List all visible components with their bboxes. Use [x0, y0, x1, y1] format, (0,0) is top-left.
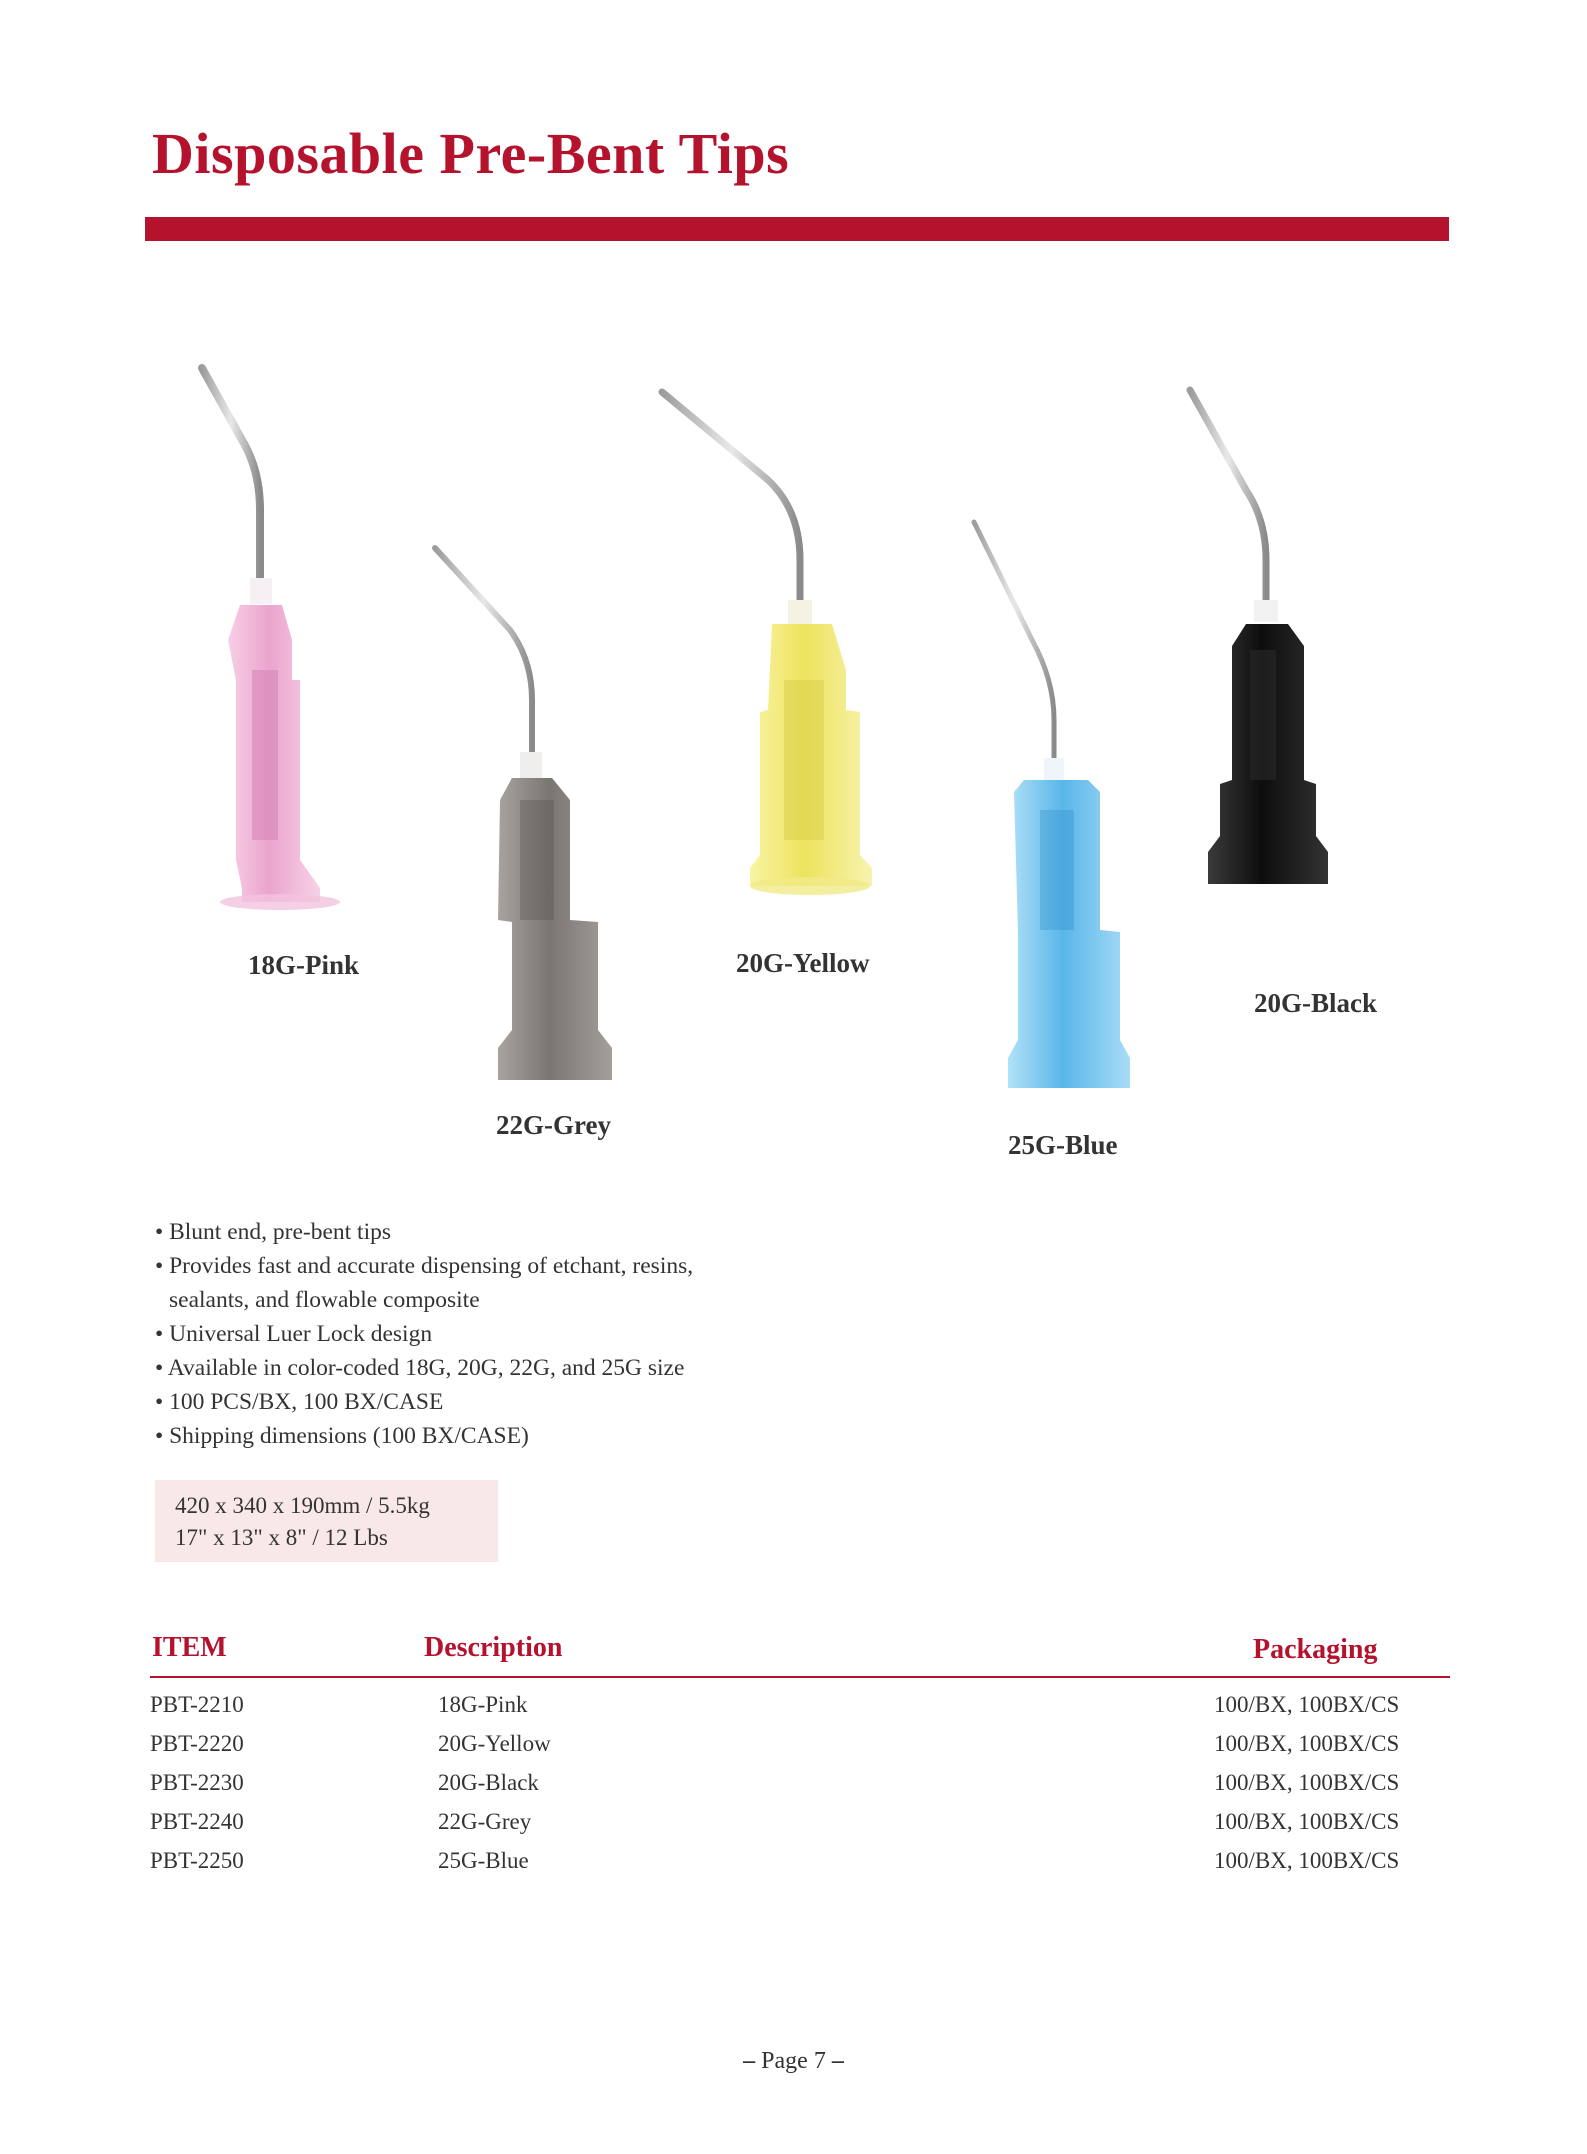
- title-divider: [145, 217, 1449, 241]
- page-title: Disposable Pre-Bent Tips: [152, 121, 790, 186]
- item-packaging: 100/BX, 100BX/CS: [1214, 1809, 1400, 1834]
- shipping-imperial: 17" x 13" x 8" / 12 Lbs: [175, 1525, 388, 1550]
- header-description: Description: [424, 1632, 563, 1663]
- item-code: PBT-2240: [150, 1809, 244, 1834]
- item-packaging: 100/BX, 100BX/CS: [1214, 1731, 1400, 1756]
- item-description: 22G-Grey: [438, 1809, 532, 1834]
- footer-dash-left: –: [743, 2048, 756, 2074]
- footer-dash-right: –: [831, 2048, 844, 2074]
- tip-label-22g-grey: 22G-Grey: [496, 1110, 611, 1140]
- table-row: [150, 1692, 1450, 1731]
- shipping-dimensions-box: [155, 1480, 498, 1562]
- feature-item: • Provides fast and accurate dispensing of etchant, resins,: [155, 1253, 694, 1279]
- product-gallery: [0, 340, 1587, 1240]
- feature-item: • Available in color-coded 18G, 20G, 22G, and 25G size: [155, 1355, 685, 1381]
- table-row: [150, 1770, 1450, 1809]
- item-code: PBT-2220: [150, 1731, 244, 1756]
- feature-item: • Shipping dimensions (100 BX/CASE): [155, 1423, 529, 1449]
- item-description: 18G-Pink: [438, 1692, 528, 1717]
- tip-20g-yellow-image: [650, 380, 900, 940]
- feature-item: • 100 PCS/BX, 100 BX/CASE: [155, 1389, 444, 1415]
- tip-label-25g-blue: 25G-Blue: [1008, 1130, 1118, 1160]
- item-table-body: [150, 1692, 1450, 1887]
- tip-22g-grey-image: [420, 530, 640, 1130]
- item-code: PBT-2250: [150, 1848, 244, 1873]
- feature-item: • Blunt end, pre-bent tips: [155, 1219, 392, 1245]
- item-code: PBT-2210: [150, 1692, 244, 1717]
- table-row: [150, 1731, 1450, 1770]
- feature-item: • Universal Luer Lock design: [155, 1321, 433, 1347]
- item-packaging: 100/BX, 100BX/CS: [1214, 1692, 1400, 1717]
- item-packaging: 100/BX, 100BX/CS: [1214, 1848, 1400, 1873]
- page-footer: [0, 2048, 1587, 2075]
- header-item: ITEM: [152, 1632, 227, 1663]
- item-description: 25G-Blue: [438, 1848, 529, 1873]
- tip-label-20g-black: 20G-Black: [1254, 988, 1378, 1018]
- feature-item-continuation: sealants, and flowable composite: [169, 1287, 480, 1313]
- item-packaging: 100/BX, 100BX/CS: [1214, 1770, 1400, 1795]
- page-number: Page 7: [761, 2048, 826, 2074]
- shipping-metric: 420 x 340 x 190mm / 5.5kg: [175, 1493, 430, 1518]
- tip-25g-blue-image: [960, 510, 1160, 1130]
- feature-list: [155, 1215, 693, 1453]
- item-code: PBT-2230: [150, 1770, 244, 1795]
- tip-label-18g-pink: 18G-Pink: [248, 950, 360, 980]
- tip-20g-black-image: [1180, 380, 1380, 920]
- item-description: 20G-Yellow: [438, 1731, 551, 1756]
- table-row: [150, 1809, 1450, 1848]
- item-description: 20G-Black: [438, 1770, 539, 1795]
- tip-18g-pink-image: [180, 340, 400, 920]
- header-packaging: Packaging: [1253, 1634, 1378, 1665]
- table-row: [150, 1848, 1450, 1887]
- tip-label-20g-yellow: 20G-Yellow: [736, 948, 870, 978]
- item-table-header: [150, 1632, 1450, 1678]
